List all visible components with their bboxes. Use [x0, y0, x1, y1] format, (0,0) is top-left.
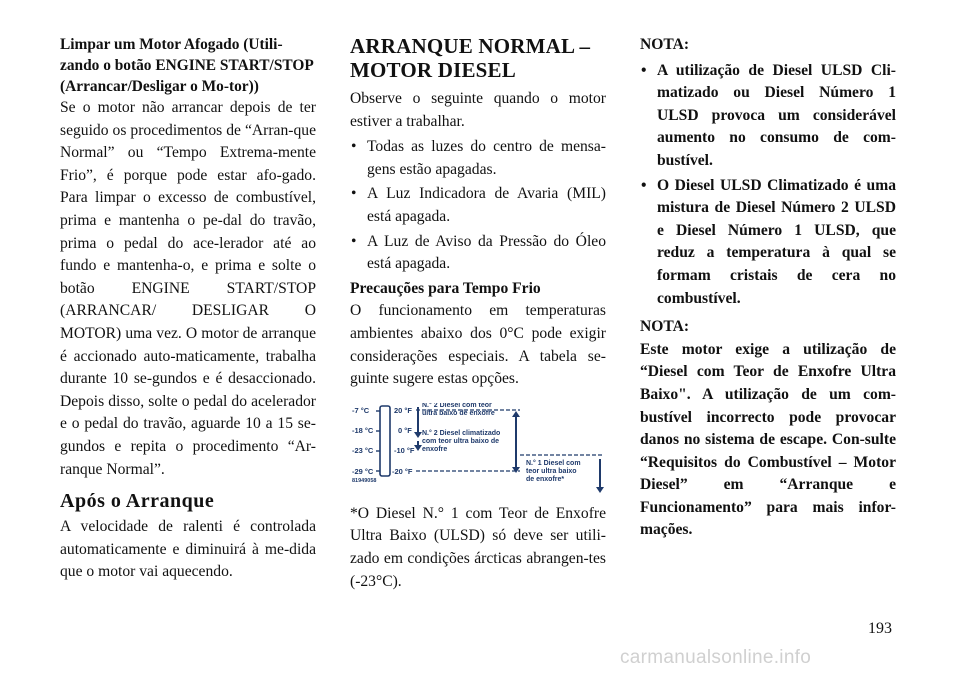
flooded-engine-heading: Limpar um Motor Afogado (Utili-zando o botão ENGINE START/STOP (Arrancar/Desligar o Mo-tor))	[60, 36, 313, 95]
no2-ulsd-label: N.° 2 Diesel com teor	[422, 402, 492, 409]
fahrenheit-label: 0 °F	[398, 425, 412, 435]
range-arrow-head	[596, 487, 604, 493]
right-column	[640, 34, 896, 542]
diesel-temperature-svg	[350, 403, 606, 495]
note-label: NOTA:	[640, 36, 690, 53]
normal-start-intro: Observe o seguinte quando o motor estiver a trabalhar.	[350, 90, 606, 130]
no1-ulsd-label: de enxofre*	[526, 475, 565, 483]
fahrenheit-label: -10 °F	[394, 445, 415, 455]
page-number: 193	[868, 620, 892, 637]
no1-ulsd-label: N.° 1 Diesel com	[526, 459, 581, 467]
thermometer-icon	[380, 406, 390, 476]
celsius-label: -23 °C	[352, 445, 374, 455]
range-arrow-head	[512, 411, 520, 417]
cold-weather-subheading: Precauções para Tempo Frio	[350, 279, 541, 297]
celsius-label: -18 °C	[352, 425, 374, 435]
diagram-code: 81949058	[352, 477, 377, 484]
celsius-label: -29 °C	[352, 466, 374, 476]
flooded-engine-paragraph: Se o motor não arrancar depois de ter seguido os procedimentos de “Arran-que Normal” ou “Tempo Extrema-mente Frio”, é porque pode estar afo-gado. Para limpar o excesso de combustível, prima e mantenha o pe-dal do travão, prima o pedal do ace-lerador até ao fundo e mantenha-o, e prima e solte o botão ENGINE START/STOP (ARRANCAR/ DESLIGAR O MOTOR) uma vez. O motor de arranque é accionado auto-maticamente, trabalha durante 10 se-gundos e é desaccionado. Depois disso, solte o pedal do acelerador e o pedal do travão, aguarde 10 a 15 se-gundos e repita o procedimento “Ar-ranque Normal”.	[60, 99, 316, 478]
fahrenheit-label: 20 °F	[394, 405, 413, 415]
list-item: • A utilização de Diesel ULSD Cli-matizado ou Diesel Número 1 ULSD provoca um considerável aumento no consumo de com-bustível.	[640, 60, 896, 173]
middle-column	[350, 34, 606, 593]
range-arrow-head	[414, 432, 422, 438]
celsius-label: -7 °C	[352, 405, 370, 415]
no2-climatized-label: com teor ultra baixo de	[422, 437, 500, 445]
range-arrow-head	[512, 467, 520, 473]
list-item: • Todas as luzes do centro de mensa-gens estão apagadas.	[350, 136, 606, 181]
after-start-paragraph: A velocidade de ralenti é controlada automaticamente e diminuirá à me-dida que o motor vai aquecendo.	[60, 518, 316, 581]
no2-climatized-label: N.° 2 Diesel climatizado	[422, 429, 501, 437]
note-label: NOTA:	[640, 318, 690, 336]
watermark: carmanualsonline.info	[620, 647, 812, 668]
normal-start-diesel-title: ARRANQUE NORMAL – MOTOR DIESEL	[350, 34, 591, 82]
list-item: • O Diesel ULSD Climatizado é uma mistura de Diesel Número 2 ULSD e Diesel Número 1 ULSD, que reduz a temperatura à qual se formam cristais de cera no combustível.	[640, 175, 896, 311]
engine-running-checklist	[350, 136, 606, 276]
range-arrow-head	[414, 445, 422, 451]
no2-climatized-label: enxofre	[422, 445, 448, 453]
left-column	[60, 34, 316, 584]
list-item: • A Luz de Aviso da Pressão do Óleo está apagada.	[350, 231, 606, 276]
cold-weather-paragraph: O funcionamento em temperaturas ambientes abaixo dos 0°C pode exigir considerações especiais. A tabela se-guinte sugere estas opções.	[350, 302, 606, 388]
diesel-temperature-diagram	[350, 403, 606, 495]
list-item: • A Luz Indicadora de Avaria (MIL) está apagada.	[350, 183, 606, 228]
note-bullets	[640, 60, 896, 311]
after-start-heading: Após o Arranque	[60, 490, 215, 513]
fahrenheit-label: -20 °F	[392, 466, 413, 476]
ulsd-footnote: *O Diesel N.° 1 com Teor de Enxofre Ultra Baixo (ULSD) só deve ser utili-zado em condições árcticas abrangen-tes (-23°C).	[350, 504, 606, 590]
no1-ulsd-label: teor ultra baixo	[526, 467, 577, 475]
no2-ulsd-label: ultra baixo de enxofre	[422, 409, 495, 417]
fuel-requirement-note: Este motor exige a utilização de “Diesel com Teor de Enxofre Ultra Baixo". A utilização de um com-bustível incorrecto pode provocar danos no sistema de escape. Con-sulte “Requisitos do Combustível – Motor Diesel” em “Arranque e Funcionamento” para mais infor-mações.	[640, 340, 896, 539]
